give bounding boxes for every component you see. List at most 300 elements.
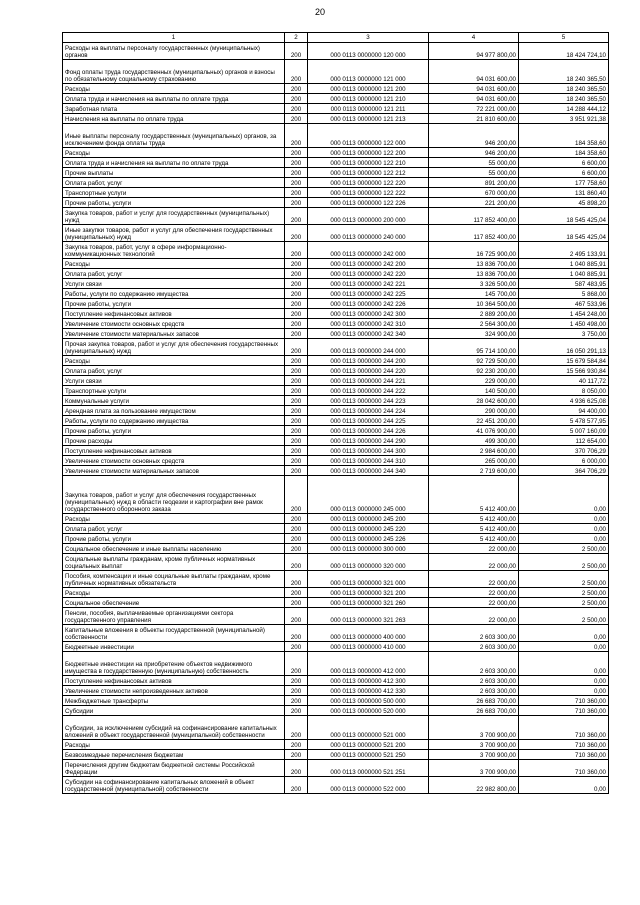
row-line-code-cell: 200 bbox=[285, 598, 308, 608]
row-classification-cell: 000 0113 0000000 121 210 bbox=[308, 94, 429, 104]
row-line-code-cell: 200 bbox=[285, 608, 308, 625]
row-line-code-cell: 200 bbox=[285, 750, 308, 760]
row-approved-amount-cell: 22 000,00 bbox=[429, 588, 519, 598]
row-executed-amount-cell: 0,00 bbox=[519, 625, 609, 642]
row-classification-cell: 000 0113 0000000 242 200 bbox=[308, 259, 429, 269]
row-name-cell: Увеличение стоимости основных средств bbox=[63, 319, 285, 329]
row-classification-cell: 000 0113 0000000 242 310 bbox=[308, 319, 429, 329]
row-line-code-cell: 200 bbox=[285, 642, 308, 652]
row-executed-amount-cell: 45 898,20 bbox=[519, 198, 609, 208]
row-name-cell: Социальное обеспечение bbox=[63, 598, 285, 608]
row-name-cell: Социальное обеспечение и иные выплаты населению bbox=[63, 544, 285, 554]
row-line-code-cell: 200 bbox=[285, 178, 308, 188]
row-line-code-cell: 200 bbox=[285, 456, 308, 466]
row-classification-cell: 000 0113 0000000 242 225 bbox=[308, 289, 429, 299]
row-classification-cell: 000 0113 0000000 244 223 bbox=[308, 396, 429, 406]
table-row bbox=[63, 356, 609, 366]
row-name-cell: Прочая закупка товаров, работ и услуг для обеспечения государственных (муниципальных) нужд bbox=[63, 339, 285, 356]
row-line-code-cell: 200 bbox=[285, 299, 308, 309]
table-row bbox=[63, 396, 609, 406]
row-classification-cell: 000 0113 0000000 121 200 bbox=[308, 84, 429, 94]
row-name-cell: Транспортные услуги bbox=[63, 386, 285, 396]
row-executed-amount-cell: 710 360,00 bbox=[519, 716, 609, 740]
row-name-cell: Арендная плата за пользование имуществом bbox=[63, 406, 285, 416]
row-classification-cell: 000 0113 0000000 122 000 bbox=[308, 124, 429, 148]
row-name-cell: Увеличение стоимости материальных запасов bbox=[63, 466, 285, 476]
row-name-cell: Прочие работы, услуги bbox=[63, 198, 285, 208]
table-row bbox=[63, 242, 609, 259]
row-classification-cell: 000 0113 0000000 122 212 bbox=[308, 168, 429, 178]
row-name-cell: Закупка товаров, работ и услуг для государственных (муниципальных) нужд bbox=[63, 208, 285, 225]
table-row bbox=[63, 259, 609, 269]
row-name-cell: Фонд оплаты труда государственных (муниципальных) органов и взносы по обязательному социальному страхованию bbox=[63, 60, 285, 84]
row-name-cell: Прочие работы, услуги bbox=[63, 299, 285, 309]
row-line-code-cell: 200 bbox=[285, 524, 308, 534]
row-approved-amount-cell: 94 977 800,00 bbox=[429, 43, 519, 60]
row-name-cell: Бюджетные инвестиции bbox=[63, 642, 285, 652]
row-line-code-cell: 200 bbox=[285, 289, 308, 299]
row-line-code-cell: 200 bbox=[285, 43, 308, 60]
row-name-cell: Увеличение стоимости материальных запасов bbox=[63, 329, 285, 339]
row-executed-amount-cell: 18 240 365,50 bbox=[519, 94, 609, 104]
column-header-2: 2 bbox=[285, 33, 308, 43]
row-approved-amount-cell: 3 700 900,00 bbox=[429, 716, 519, 740]
row-executed-amount-cell: 184 358,60 bbox=[519, 124, 609, 148]
row-approved-amount-cell: 3 700 900,00 bbox=[429, 750, 519, 760]
row-classification-cell: 000 0113 0000000 244 340 bbox=[308, 466, 429, 476]
row-name-cell: Закупка товаров, работ и услуг для обеспечения государственных (муниципальных) нужд в области геодезии и картографии вне рамок государственного оборонного заказа bbox=[63, 476, 285, 514]
row-executed-amount-cell: 14 288 444,12 bbox=[519, 104, 609, 114]
row-name-cell: Оплата работ, услуг bbox=[63, 269, 285, 279]
row-line-code-cell: 200 bbox=[285, 652, 308, 676]
table-body bbox=[63, 43, 609, 794]
row-name-cell: Начисления на выплаты по оплате труда bbox=[63, 114, 285, 124]
row-approved-amount-cell: 72 221 000,00 bbox=[429, 104, 519, 114]
row-approved-amount-cell: 2 719 600,00 bbox=[429, 466, 519, 476]
row-line-code-cell: 200 bbox=[285, 436, 308, 446]
table-row bbox=[63, 289, 609, 299]
row-approved-amount-cell: 2 603 300,00 bbox=[429, 686, 519, 696]
row-approved-amount-cell: 3 700 900,00 bbox=[429, 760, 519, 777]
row-executed-amount-cell: 6 000,00 bbox=[519, 456, 609, 466]
row-approved-amount-cell: 229 000,00 bbox=[429, 376, 519, 386]
row-name-cell: Работы, услуги по содержанию имущества bbox=[63, 416, 285, 426]
row-line-code-cell: 200 bbox=[285, 319, 308, 329]
row-line-code-cell: 200 bbox=[285, 686, 308, 696]
row-executed-amount-cell: 710 360,00 bbox=[519, 696, 609, 706]
row-name-cell: Поступление нефинансовых активов bbox=[63, 676, 285, 686]
row-executed-amount-cell: 0,00 bbox=[519, 777, 609, 794]
row-approved-amount-cell: 2 564 300,00 bbox=[429, 319, 519, 329]
row-executed-amount-cell: 0,00 bbox=[519, 642, 609, 652]
row-approved-amount-cell: 290 000,00 bbox=[429, 406, 519, 416]
row-approved-amount-cell: 5 412 400,00 bbox=[429, 514, 519, 524]
table-row bbox=[63, 416, 609, 426]
row-executed-amount-cell: 0,00 bbox=[519, 534, 609, 544]
row-executed-amount-cell: 8 050,00 bbox=[519, 386, 609, 396]
row-line-code-cell: 200 bbox=[285, 158, 308, 168]
row-name-cell: Заработная плата bbox=[63, 104, 285, 114]
table-row bbox=[63, 544, 609, 554]
row-name-cell: Расходы bbox=[63, 84, 285, 94]
table-row bbox=[63, 426, 609, 436]
table-row bbox=[63, 760, 609, 777]
row-classification-cell: 000 0113 0000000 244 290 bbox=[308, 436, 429, 446]
table-row bbox=[63, 514, 609, 524]
row-name-cell: Коммунальные услуги bbox=[63, 396, 285, 406]
row-name-cell: Поступление нефинансовых активов bbox=[63, 309, 285, 319]
row-name-cell: Прочие выплаты bbox=[63, 168, 285, 178]
row-line-code-cell: 200 bbox=[285, 188, 308, 198]
row-executed-amount-cell: 6 600,00 bbox=[519, 168, 609, 178]
row-approved-amount-cell: 22 451 200,00 bbox=[429, 416, 519, 426]
row-line-code-cell: 200 bbox=[285, 676, 308, 686]
row-name-cell: Оплата труда и начисления на выплаты по оплате труда bbox=[63, 158, 285, 168]
table-row bbox=[63, 225, 609, 242]
row-approved-amount-cell: 670 000,00 bbox=[429, 188, 519, 198]
table-row bbox=[63, 148, 609, 158]
table-row bbox=[63, 269, 609, 279]
table-row bbox=[63, 588, 609, 598]
row-executed-amount-cell: 587 483,95 bbox=[519, 279, 609, 289]
row-classification-cell: 000 0113 0000000 244 200 bbox=[308, 356, 429, 366]
row-executed-amount-cell: 2 500,00 bbox=[519, 588, 609, 598]
row-classification-cell: 000 0113 0000000 244 225 bbox=[308, 416, 429, 426]
row-approved-amount-cell: 5 412 400,00 bbox=[429, 534, 519, 544]
page-number: 20 bbox=[314, 7, 325, 17]
row-classification-cell: 000 0113 0000000 244 224 bbox=[308, 406, 429, 416]
table-row bbox=[63, 706, 609, 716]
row-line-code-cell: 200 bbox=[285, 406, 308, 416]
column-header-3: 3 bbox=[308, 33, 429, 43]
row-classification-cell: 000 0113 0000000 120 000 bbox=[308, 43, 429, 60]
row-executed-amount-cell: 2 500,00 bbox=[519, 571, 609, 588]
row-classification-cell: 000 0113 0000000 244 222 bbox=[308, 386, 429, 396]
table-row bbox=[63, 406, 609, 416]
row-line-code-cell: 200 bbox=[285, 696, 308, 706]
table-row bbox=[63, 777, 609, 794]
row-classification-cell: 000 0113 0000000 521 251 bbox=[308, 760, 429, 777]
row-executed-amount-cell: 94 400,00 bbox=[519, 406, 609, 416]
row-approved-amount-cell: 324 900,00 bbox=[429, 329, 519, 339]
row-executed-amount-cell: 2 500,00 bbox=[519, 544, 609, 554]
row-classification-cell: 000 0113 0000000 244 310 bbox=[308, 456, 429, 466]
row-approved-amount-cell: 3 326 500,00 bbox=[429, 279, 519, 289]
row-line-code-cell: 200 bbox=[285, 716, 308, 740]
row-classification-cell: 000 0113 0000000 412 300 bbox=[308, 676, 429, 686]
row-line-code-cell: 200 bbox=[285, 148, 308, 158]
row-line-code-cell: 200 bbox=[285, 376, 308, 386]
row-line-code-cell: 200 bbox=[285, 416, 308, 426]
table-row bbox=[63, 625, 609, 642]
row-executed-amount-cell: 2 495 133,91 bbox=[519, 242, 609, 259]
row-approved-amount-cell: 891 200,00 bbox=[429, 178, 519, 188]
row-classification-cell: 000 0113 0000000 520 000 bbox=[308, 706, 429, 716]
row-approved-amount-cell: 16 725 900,00 bbox=[429, 242, 519, 259]
row-executed-amount-cell: 15 679 584,84 bbox=[519, 356, 609, 366]
table-row bbox=[63, 554, 609, 571]
row-approved-amount-cell: 2 603 300,00 bbox=[429, 676, 519, 686]
row-classification-cell: 000 0113 0000000 121 213 bbox=[308, 114, 429, 124]
table-row bbox=[63, 740, 609, 750]
row-name-cell: Расходы на выплаты персоналу государственных (муниципальных) органов bbox=[63, 43, 285, 60]
row-line-code-cell: 200 bbox=[285, 84, 308, 94]
row-line-code-cell: 200 bbox=[285, 366, 308, 376]
row-line-code-cell: 200 bbox=[285, 104, 308, 114]
row-line-code-cell: 200 bbox=[285, 706, 308, 716]
row-classification-cell: 000 0113 0000000 242 220 bbox=[308, 269, 429, 279]
row-line-code-cell: 200 bbox=[285, 279, 308, 289]
row-classification-cell: 000 0113 0000000 321 260 bbox=[308, 598, 429, 608]
row-executed-amount-cell: 18 545 425,04 bbox=[519, 208, 609, 225]
row-line-code-cell: 200 bbox=[285, 242, 308, 259]
row-line-code-cell: 200 bbox=[285, 514, 308, 524]
table-row bbox=[63, 178, 609, 188]
table-row bbox=[63, 168, 609, 178]
row-approved-amount-cell: 2 603 300,00 bbox=[429, 625, 519, 642]
table-row bbox=[63, 299, 609, 309]
row-name-cell: Расходы bbox=[63, 588, 285, 598]
row-classification-cell: 000 0113 0000000 521 000 bbox=[308, 716, 429, 740]
table-row bbox=[63, 436, 609, 446]
row-classification-cell: 000 0113 0000000 245 226 bbox=[308, 534, 429, 544]
row-classification-cell: 000 0113 0000000 122 210 bbox=[308, 158, 429, 168]
table-row bbox=[63, 158, 609, 168]
row-approved-amount-cell: 26 683 700,00 bbox=[429, 706, 519, 716]
row-line-code-cell: 200 bbox=[285, 466, 308, 476]
row-line-code-cell: 200 bbox=[285, 571, 308, 588]
table-row bbox=[63, 124, 609, 148]
table-row bbox=[63, 339, 609, 356]
row-name-cell: Прочие расходы bbox=[63, 436, 285, 446]
row-approved-amount-cell: 95 714 100,00 bbox=[429, 339, 519, 356]
row-approved-amount-cell: 94 031 600,00 bbox=[429, 60, 519, 84]
row-approved-amount-cell: 22 000,00 bbox=[429, 554, 519, 571]
row-executed-amount-cell: 15 566 930,84 bbox=[519, 366, 609, 376]
row-approved-amount-cell: 22 000,00 bbox=[429, 544, 519, 554]
row-name-cell: Иные выплаты персоналу государственных (муниципальных) органов, за исключением фонда оплаты труда bbox=[63, 124, 285, 148]
row-approved-amount-cell: 55 000,00 bbox=[429, 168, 519, 178]
row-executed-amount-cell: 2 500,00 bbox=[519, 608, 609, 625]
row-classification-cell: 000 0113 0000000 412 330 bbox=[308, 686, 429, 696]
row-classification-cell: 000 0113 0000000 200 000 bbox=[308, 208, 429, 225]
row-line-code-cell: 200 bbox=[285, 740, 308, 750]
row-executed-amount-cell: 5 868,00 bbox=[519, 289, 609, 299]
row-executed-amount-cell: 1 454 248,00 bbox=[519, 309, 609, 319]
row-approved-amount-cell: 2 889 200,00 bbox=[429, 309, 519, 319]
row-line-code-cell: 200 bbox=[285, 588, 308, 598]
row-classification-cell: 000 0113 0000000 122 226 bbox=[308, 198, 429, 208]
row-executed-amount-cell: 710 360,00 bbox=[519, 740, 609, 750]
row-approved-amount-cell: 21 810 600,00 bbox=[429, 114, 519, 124]
row-executed-amount-cell: 710 360,00 bbox=[519, 760, 609, 777]
row-approved-amount-cell: 145 700,00 bbox=[429, 289, 519, 299]
row-name-cell: Пособия, компенсации и иные социальные выплаты гражданам, кроме публичных нормативных обязательств bbox=[63, 571, 285, 588]
row-classification-cell: 000 0113 0000000 240 000 bbox=[308, 225, 429, 242]
row-line-code-cell: 200 bbox=[285, 476, 308, 514]
row-executed-amount-cell: 0,00 bbox=[519, 676, 609, 686]
row-line-code-cell: 200 bbox=[285, 426, 308, 436]
expenditure-table bbox=[62, 32, 609, 794]
row-executed-amount-cell: 184 358,60 bbox=[519, 148, 609, 158]
row-classification-cell: 000 0113 0000000 500 000 bbox=[308, 696, 429, 706]
row-classification-cell: 000 0113 0000000 400 000 bbox=[308, 625, 429, 642]
row-line-code-cell: 200 bbox=[285, 259, 308, 269]
table-row bbox=[63, 446, 609, 456]
row-approved-amount-cell: 499 300,00 bbox=[429, 436, 519, 446]
row-line-code-cell: 200 bbox=[285, 114, 308, 124]
row-name-cell: Иные закупки товаров, работ и услуг для обеспечения государственных (муниципальных) нужд bbox=[63, 225, 285, 242]
row-executed-amount-cell: 3 951 921,38 bbox=[519, 114, 609, 124]
row-executed-amount-cell: 6 600,00 bbox=[519, 158, 609, 168]
row-line-code-cell: 200 bbox=[285, 339, 308, 356]
row-line-code-cell: 200 bbox=[285, 198, 308, 208]
row-name-cell: Капитальные вложения в объекты государственной (муниципальной) собственности bbox=[63, 625, 285, 642]
row-name-cell: Субсидии bbox=[63, 706, 285, 716]
row-executed-amount-cell: 18 545 425,04 bbox=[519, 225, 609, 242]
table-row bbox=[63, 329, 609, 339]
row-executed-amount-cell: 710 360,00 bbox=[519, 706, 609, 716]
row-approved-amount-cell: 221 200,00 bbox=[429, 198, 519, 208]
row-name-cell: Субсидии, за исключением субсидий на софинансирование капитальных вложений в объект государственной (муниципальной) собственности bbox=[63, 716, 285, 740]
row-executed-amount-cell: 18 424 724,10 bbox=[519, 43, 609, 60]
row-line-code-cell: 200 bbox=[285, 544, 308, 554]
row-name-cell: Прочие работы, услуги bbox=[63, 426, 285, 436]
row-executed-amount-cell: 40 117,72 bbox=[519, 376, 609, 386]
table-row bbox=[63, 114, 609, 124]
row-approved-amount-cell: 10 364 500,00 bbox=[429, 299, 519, 309]
row-classification-cell: 000 0113 0000000 321 200 bbox=[308, 588, 429, 598]
row-approved-amount-cell: 94 031 600,00 bbox=[429, 84, 519, 94]
row-approved-amount-cell: 2 984 600,00 bbox=[429, 446, 519, 456]
row-classification-cell: 000 0113 0000000 121 211 bbox=[308, 104, 429, 114]
row-approved-amount-cell: 41 076 900,00 bbox=[429, 426, 519, 436]
row-classification-cell: 000 0113 0000000 122 222 bbox=[308, 188, 429, 198]
row-classification-cell: 000 0113 0000000 320 000 bbox=[308, 554, 429, 571]
row-executed-amount-cell: 2 500,00 bbox=[519, 554, 609, 571]
row-approved-amount-cell: 13 836 700,00 bbox=[429, 269, 519, 279]
row-name-cell: Увеличение стоимости непроизведенных активов bbox=[63, 686, 285, 696]
row-classification-cell: 000 0113 0000000 244 000 bbox=[308, 339, 429, 356]
row-name-cell: Поступление нефинансовых активов bbox=[63, 446, 285, 456]
row-line-code-cell: 200 bbox=[285, 329, 308, 339]
row-name-cell: Бюджетные инвестиции на приобретение объектов недвижимого имущества в государственную (муниципальную) собственность bbox=[63, 652, 285, 676]
row-classification-cell: 000 0113 0000000 122 220 bbox=[308, 178, 429, 188]
table-row bbox=[63, 43, 609, 60]
row-executed-amount-cell: 16 050 291,13 bbox=[519, 339, 609, 356]
table-row bbox=[63, 309, 609, 319]
table-row bbox=[63, 188, 609, 198]
row-name-cell: Увеличение стоимости основных средств bbox=[63, 456, 285, 466]
row-executed-amount-cell: 3 750,00 bbox=[519, 329, 609, 339]
table-row bbox=[63, 642, 609, 652]
table-row bbox=[63, 376, 609, 386]
row-classification-cell: 000 0113 0000000 245 200 bbox=[308, 514, 429, 524]
row-executed-amount-cell: 1 040 885,91 bbox=[519, 269, 609, 279]
row-classification-cell: 000 0113 0000000 122 200 bbox=[308, 148, 429, 158]
table-row bbox=[63, 466, 609, 476]
row-line-code-cell: 200 bbox=[285, 208, 308, 225]
row-name-cell: Пенсии, пособия, выплачиваемые организациями сектора государственного управления bbox=[63, 608, 285, 625]
row-name-cell: Межбюджетные трансферты bbox=[63, 696, 285, 706]
row-classification-cell: 000 0113 0000000 521 250 bbox=[308, 750, 429, 760]
row-line-code-cell: 200 bbox=[285, 356, 308, 366]
table-row bbox=[63, 750, 609, 760]
table-row bbox=[63, 84, 609, 94]
row-name-cell: Услуги связи bbox=[63, 376, 285, 386]
row-line-code-cell: 200 bbox=[285, 396, 308, 406]
row-approved-amount-cell: 22 982 800,00 bbox=[429, 777, 519, 794]
row-executed-amount-cell: 710 360,00 bbox=[519, 750, 609, 760]
row-classification-cell: 000 0113 0000000 242 300 bbox=[308, 309, 429, 319]
row-classification-cell: 000 0113 0000000 244 221 bbox=[308, 376, 429, 386]
row-line-code-cell: 200 bbox=[285, 760, 308, 777]
row-executed-amount-cell: 1 450 498,00 bbox=[519, 319, 609, 329]
row-name-cell: Работы, услуги по содержанию имущества bbox=[63, 289, 285, 299]
table-row bbox=[63, 279, 609, 289]
row-approved-amount-cell: 22 000,00 bbox=[429, 608, 519, 625]
row-name-cell: Безвозмездные перечисления бюджетам bbox=[63, 750, 285, 760]
row-name-cell: Оплата работ, услуг bbox=[63, 366, 285, 376]
column-header-1: 1 bbox=[63, 33, 285, 43]
table-row bbox=[63, 696, 609, 706]
row-executed-amount-cell: 0,00 bbox=[519, 514, 609, 524]
row-name-cell: Оплата работ, услуг bbox=[63, 178, 285, 188]
table-row bbox=[63, 104, 609, 114]
row-name-cell: Перечисления другим бюджетам бюджетной системы Российской Федерации bbox=[63, 760, 285, 777]
row-approved-amount-cell: 265 000,00 bbox=[429, 456, 519, 466]
row-classification-cell: 000 0113 0000000 242 000 bbox=[308, 242, 429, 259]
row-executed-amount-cell: 5 007 160,09 bbox=[519, 426, 609, 436]
row-approved-amount-cell: 2 603 300,00 bbox=[429, 652, 519, 676]
row-line-code-cell: 200 bbox=[285, 94, 308, 104]
row-approved-amount-cell: 92 230 200,00 bbox=[429, 366, 519, 376]
row-line-code-cell: 200 bbox=[285, 60, 308, 84]
row-approved-amount-cell: 92 729 500,00 bbox=[429, 356, 519, 366]
row-classification-cell: 000 0113 0000000 522 000 bbox=[308, 777, 429, 794]
row-approved-amount-cell: 22 000,00 bbox=[429, 571, 519, 588]
row-executed-amount-cell: 370 706,29 bbox=[519, 446, 609, 456]
row-executed-amount-cell: 0,00 bbox=[519, 476, 609, 514]
row-approved-amount-cell: 94 031 600,00 bbox=[429, 94, 519, 104]
table-row bbox=[63, 208, 609, 225]
row-classification-cell: 000 0113 0000000 245 220 bbox=[308, 524, 429, 534]
row-name-cell: Оплата труда и начисления на выплаты по оплате труда bbox=[63, 94, 285, 104]
row-executed-amount-cell: 18 240 365,50 bbox=[519, 84, 609, 94]
row-name-cell: Расходы bbox=[63, 148, 285, 158]
table-row bbox=[63, 198, 609, 208]
row-approved-amount-cell: 28 042 600,00 bbox=[429, 396, 519, 406]
table-row bbox=[63, 524, 609, 534]
table-row bbox=[63, 652, 609, 676]
row-classification-cell: 000 0113 0000000 321 000 bbox=[308, 571, 429, 588]
row-name-cell: Субсидии на софинансирование капитальных вложений в объект государственной (муниципальной) собственности bbox=[63, 777, 285, 794]
row-classification-cell: 000 0113 0000000 242 226 bbox=[308, 299, 429, 309]
table-row bbox=[63, 60, 609, 84]
row-classification-cell: 000 0113 0000000 244 300 bbox=[308, 446, 429, 456]
row-name-cell: Закупка товаров, работ, услуг в сфере информационно-коммуникационных технологий bbox=[63, 242, 285, 259]
table-row bbox=[63, 456, 609, 466]
row-name-cell: Социальные выплаты гражданам, кроме публичных нормативных социальных выплат bbox=[63, 554, 285, 571]
row-classification-cell: 000 0113 0000000 245 000 bbox=[308, 476, 429, 514]
row-classification-cell: 000 0113 0000000 412 000 bbox=[308, 652, 429, 676]
row-line-code-cell: 200 bbox=[285, 269, 308, 279]
row-classification-cell: 000 0113 0000000 521 200 bbox=[308, 740, 429, 750]
row-classification-cell: 000 0113 0000000 242 221 bbox=[308, 279, 429, 289]
row-line-code-cell: 200 bbox=[285, 534, 308, 544]
row-name-cell: Расходы bbox=[63, 356, 285, 366]
row-executed-amount-cell: 0,00 bbox=[519, 686, 609, 696]
